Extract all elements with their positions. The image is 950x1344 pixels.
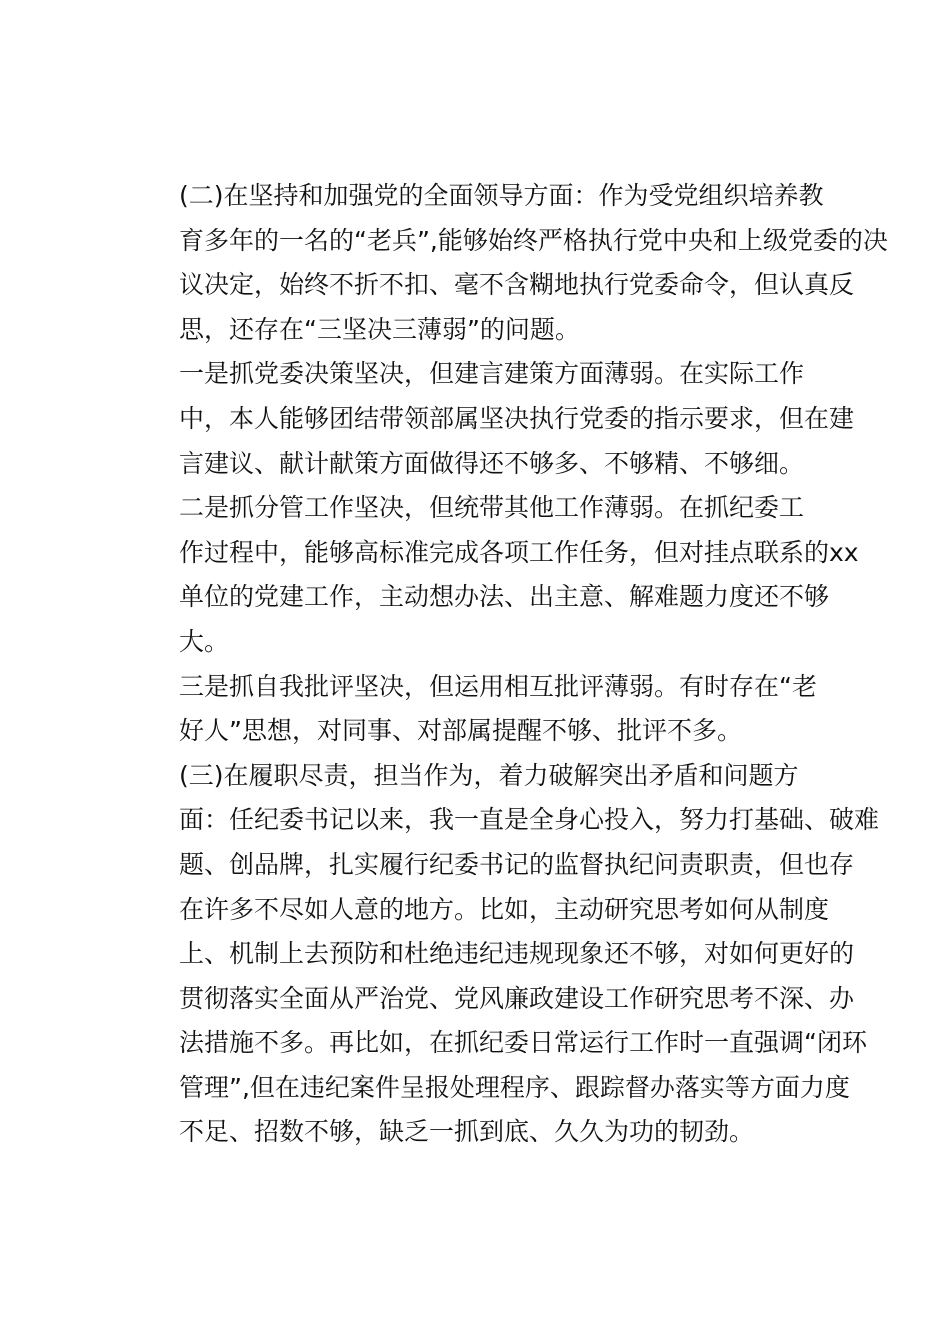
- text-line: 好人”思想，对同事、对部属提醒不够、批评不多。: [179, 716, 742, 746]
- text-line: 大。: [179, 626, 230, 656]
- text-line: 思，还存在“三坚决三薄弱”的问题。: [179, 314, 580, 344]
- text-line: 不足、招数不够，缺乏一抓到底、久久为功的韧劲。: [179, 1117, 755, 1147]
- text-line: 育多年的一名的“老兵”,能够始终严格执行党中央和上级党委的决: [179, 225, 888, 255]
- text-line: 上、机制上去预防和杜绝违纪违规现象还不够，对如何更好的: [179, 939, 855, 969]
- paragraph-point-one: [127, 352, 855, 486]
- text-line: 面：任纪委书记以来，我一直是全身心投入，努力打基础、破难: [179, 805, 880, 835]
- text-line: 言建议、献计献策方面做得还不够多、不够精、不够细。: [179, 448, 805, 478]
- paragraph-point-three: [127, 665, 833, 754]
- text-line: 在许多不尽如人意的地方。比如，主动研究思考如何从制度: [179, 894, 830, 924]
- text-line: 二是抓分管工作坚决，但统带其他工作薄弱。在抓纪委工: [179, 493, 805, 523]
- text-line: 管理”,但在违纪案件呈报处理程序、跟踪督办落实等方面力度: [179, 1072, 850, 1102]
- text-line: 中，本人能够团结带领部属坚决执行党委的指示要求，但在建: [179, 403, 855, 433]
- text-line: 议决定，始终不折不扣、毫不含糊地执行党委命令，但认真反: [179, 270, 855, 300]
- text-line: 单位的党建工作，主动想办法、出主意、解难题力度还不够: [179, 582, 830, 612]
- text-line: 一是抓党委决策坚决，但建言建策方面薄弱。在实际工作: [179, 359, 805, 389]
- text-line: (三)在履职尽责，担当作为，着力破解突出矛盾和问题方: [179, 760, 799, 790]
- text-line: 贯彻落实全面从严治党、党风廉政建设工作研究思考不深、办: [179, 983, 855, 1013]
- text-line: 作过程中，能够高标准完成各项工作任务，但对挂点联系的xx: [179, 537, 859, 567]
- text-line: 题、创品牌，扎实履行纪委书记的监督执纪问责职责，但也存: [179, 849, 855, 879]
- text-line: 三是抓自我批评坚决，但运用相互批评薄弱。有时存在“老: [179, 671, 817, 701]
- paragraph-point-two: [127, 486, 859, 664]
- text-line: (二)在坚持和加强党的全面领导方面：作为受党组织培养教: [179, 181, 824, 210]
- paragraph-duty: [127, 754, 880, 1155]
- document-body: [127, 174, 888, 1155]
- text-line: 法措施不多。再比如，在抓纪委日常运行工作时一直强调“闭环: [179, 1028, 867, 1058]
- paragraph-leadership: [127, 174, 888, 352]
